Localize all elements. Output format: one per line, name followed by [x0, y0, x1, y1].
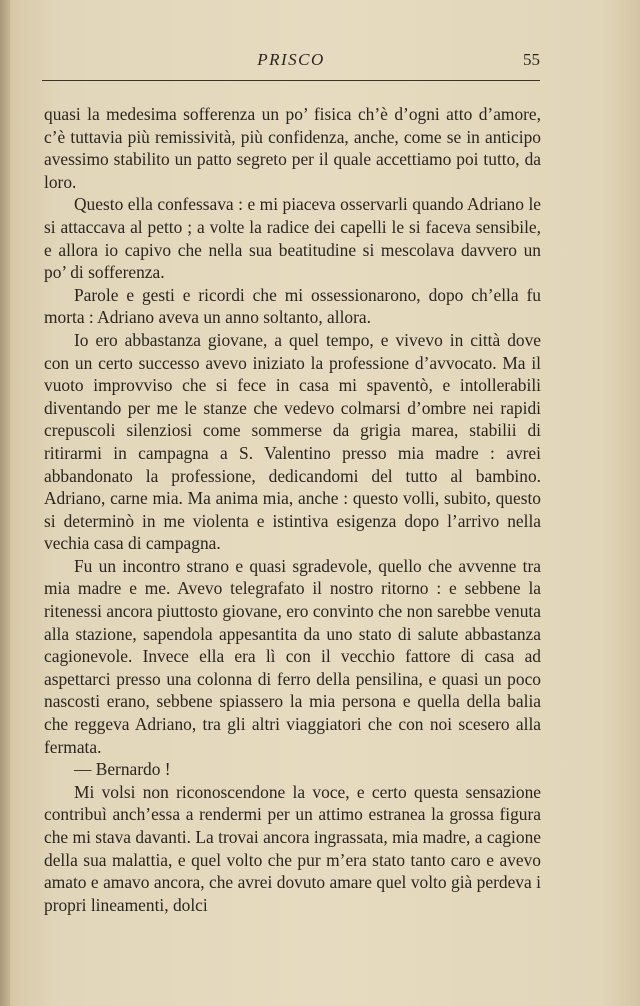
page-header: [42, 48, 540, 74]
paragraph-4: Io ero abbastanza giovane, a quel tempo, e vivevo in città dove con un certo successo avevo iniziato la professione d’avvocato. Ma il vuoto improvviso che si fece in casa mi spaventò, e intollerabili diventando per me le stanze che vedevo colmarsi d’ombre nei rapidi crepuscoli silenziosi come sommerse da grigia marea, stabilii di ritirarmi in campagna a S. Valentino presso mia madre : avrei abbandonato la professione, dedicandomi del tutto al bambino. Adriano, carne mia. Ma anima mia, anche : questo volli, subito, questo si determinò in me violenta e istintiva esigenza dopo l’arrivo nella vechia casa di campagna.: [44, 329, 541, 554]
paragraph-1: quasi la medesima sofferenza un po’ fisica ch’è d’ogni atto d’amore, c’è tuttavia più remissività, più confidenza, anche, come se in anticipo avessimo stabilito un patto segreto per il quale accettiamo poi tutto, da loro.: [44, 104, 541, 192]
paragraph-3: Parole e gesti e ricordi che mi ossessionarono, dopo ch’ella fu morta : Adriano aveva un anno soltanto, allora.: [44, 284, 541, 328]
page-number: 55: [523, 50, 540, 69]
paragraph-5: Fu un incontro strano e quasi sgradevole, quello che avvenne tra mia madre e me. Avevo telegrafato il nostro ritorno : e sebbene la ritenessi ancora piuttosto giovane, ero convinto che non sarebbe venuta alla stazione, sapendola appesantita da uno stato di salute abbastanza cagionevole. Invece ella era lì con il vecchio fattore di casa ad aspettarci presso una colonna di ferro della pensilina, e quasi un poco nascosti erano, sebbene spiassero la mia persona e quella della balia che reggeva Adriano, tra gli altri viaggiatori che con noi scesero alla fermata.: [44, 555, 541, 757]
running-title: PRISCO: [257, 50, 325, 69]
paragraph-7: Mi volsi non riconoscendone la voce, e certo questa sensazione contribuì anch’essa a rendermi per un attimo estranea la grossa figura che mi stava davanti. La trovai ancora ingrassata, mia madre, a cagione della sua malattia, e quel volto che pur m’era stato tanto caro e avevo amato e amavo ancora, che avrei dovuto amare quel volto già perdeva i propri lineamenti, dolci: [44, 781, 541, 915]
page-binding-shadow: [0, 0, 10, 1006]
paragraph-2: Questo ella confessava : e mi piaceva osservarli quando Adriano le si attaccava al petto ; a volte la radice dei capelli le si faceva sensibile, e allora io capivo che nella sua beatitudine si mescolava davvero un po’ di sofferenza.: [44, 194, 541, 283]
paragraph-6-dialogue: — Bernardo !: [74, 759, 171, 780]
header-rule: [42, 80, 540, 81]
body-text: [44, 103, 541, 916]
